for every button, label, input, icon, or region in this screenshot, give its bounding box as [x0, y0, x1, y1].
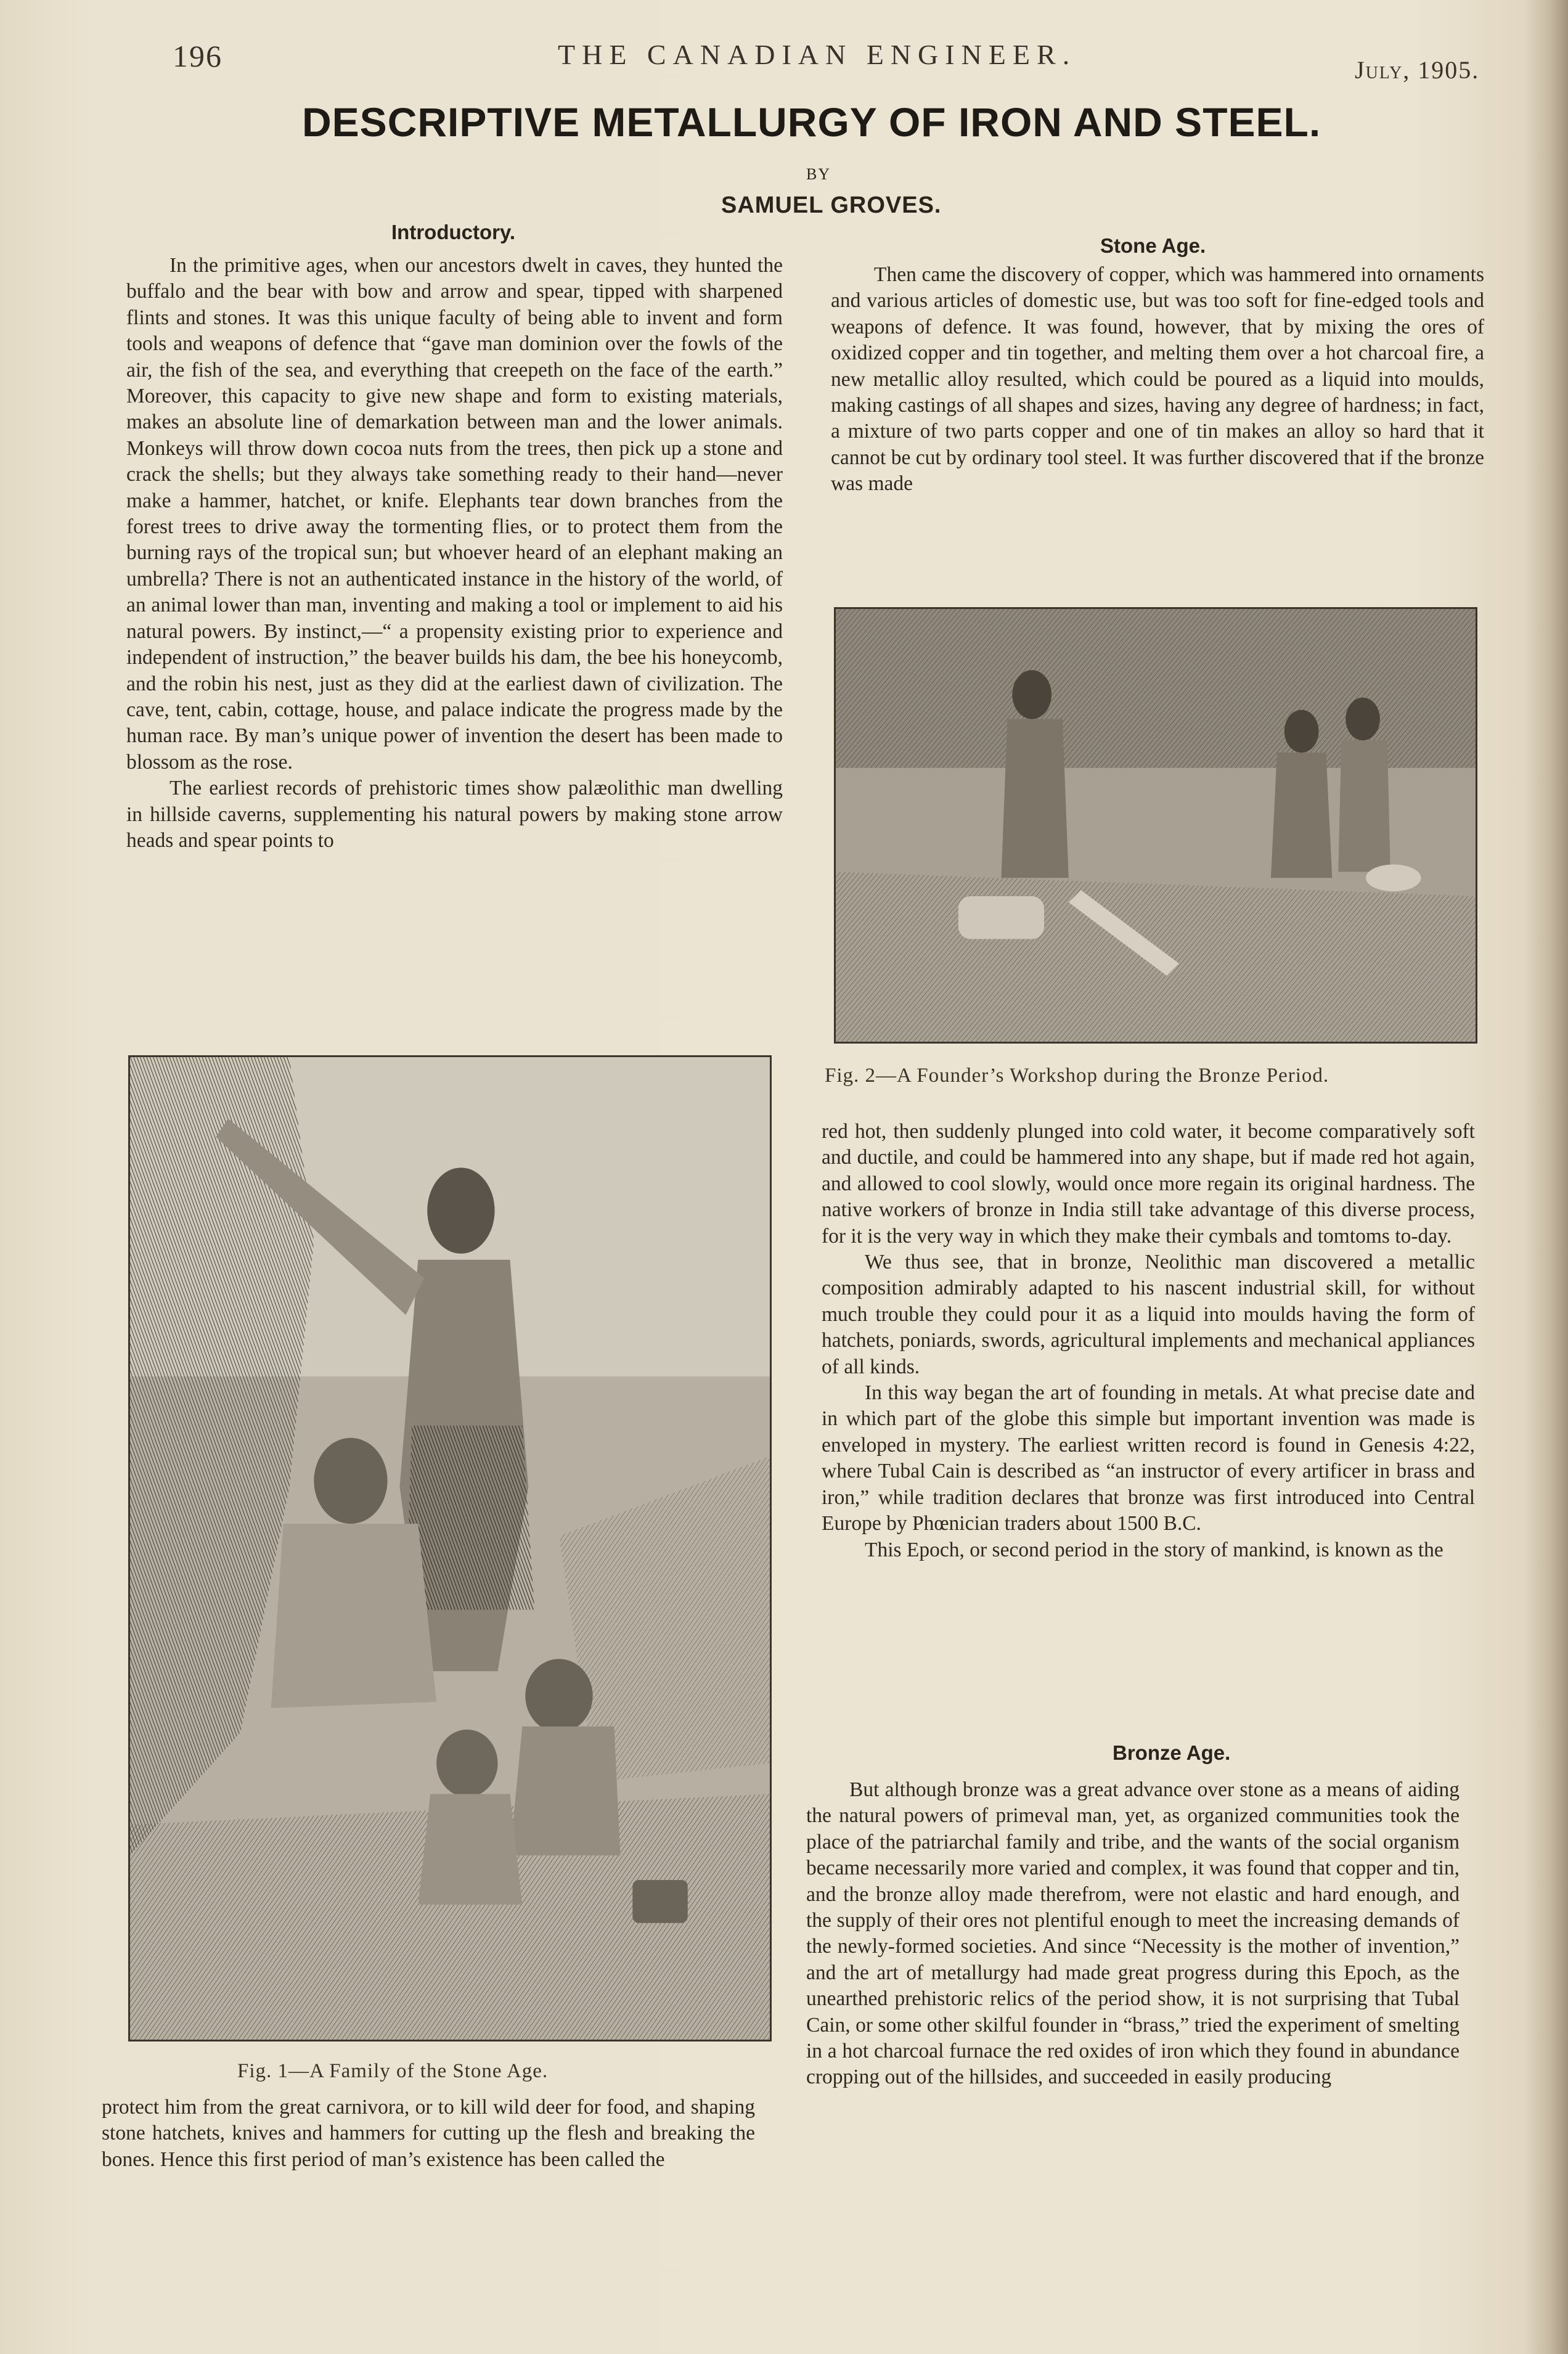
page-number: 196 [173, 39, 223, 73]
paragraph: protect him from the great carnivora, or to kill wild deer for food, and shaping stone hatchets, knives and hammers for cutting up the flesh and breaking the bones. Hence this first period of man’s existence has been called the [102, 2096, 755, 2171]
section-heading-introductory: Introductory. [391, 221, 516, 243]
byline-prefix: BY [806, 165, 831, 183]
section-heading-stone-age: Stone Age. [1100, 234, 1206, 257]
paragraph: This Epoch, or second period in the story of mankind, is known as the [865, 1538, 1443, 1561]
right-column-text [831, 262, 1484, 497]
page-spine-shadow [1525, 0, 1568, 2354]
right-column-after-figure [822, 1119, 1475, 1563]
paragraph: We thus see, that in bronze, Neolithic man discovered a metallic composition admirably adapted to his nascent industrial skill, for without much trouble they could pour it as a liquid into moulds having the form of hatchets, poniards, swords, agricultural implements and mechanical appliances of all kinds. [822, 1251, 1475, 1378]
paragraph: But although bronze was a great advance over stone as a means of aiding the natural powers of primeval man, yet, as organized communities took the place of the patriarchal family and tribe, and the wants of the social organism became necessarily more varied and complex, it was found that copper and tin, and the bronze alloy made therefrom, were not elastic and hard enough, and the supply of their ores not plentiful enough to meet the increasing demands of the newly-formed societies. And since “Necessity is the mother of invention,” and the art of metallurgy had made great progress during this Epoch, as the unearthed prehistoric relics of the period show, it is not surprising that Tubal Cain, or some other skilful founder in “brass,” tried the experiment of smelting in a hot charcoal furnace the red oxides of iron which they found in abundance cropping out of the hillsides, and succeeded in easily producing [806, 1778, 1460, 2089]
paragraph: Then came the discovery of copper, which was hammered into ornaments and various articles of domestic use, but was too soft for fine-edged tools and weapons of defence. It was found, however, that by mixing the ores of oxidized copper and tin together, and melting them over a hot charcoal fire, a new metallic alloy resulted, which could be poured as a liquid into moulds, making castings of all shapes and sizes, having any degree of hardness; in fact, a mixture of two parts copper and one of tin makes an alloy so hard that it cannot be cut by ordinary tool steel. It was further discovered that if the bronze was made [831, 263, 1484, 496]
right-column-bronze-text [806, 1777, 1460, 2091]
journal-title: THE CANADIAN ENGINEER. [558, 39, 1077, 70]
paragraph: In the primitive ages, when our ancestors dwelt in caves, they hunted the buffalo and the bear with bow and arrow and spear, tipped with sharpened flints and stones. It was this unique faculty of being able to invent and form tools and weapons of defence that “gave man dominion over the fowls of the air, the fish of the sea, and everything that creepeth on the face of the earth.” Moreover, this capacity to give new shape and form to existing materials, makes an absolute line of demarkation between man and the lower animals. Monkeys will throw down cocoa nuts from the trees, then pick up a stone and crack the shells; but they always take something ready to their hand—never make a hammer, hatchet, or knife. Elephants tear down branches from the forest trees to drive away the tormenting flies, or to protect them from the burning rays of the tropical sun; but whoever heard of an elephant making an umbrella? There is not an authenticated instance in the history of the world, of an animal lower than man, inventing and making a tool or implement to aid his natural powers. By instinct,—“ a propensity existing prior to experience and independent of instruction,” the beaver builds his dam, the bee his honeycomb, and the robin his nest, just as they did at the earliest dawn of civilization. The cave, tent, cabin, cottage, house, and palace indicate the progress made by the human race. By man’s unique power of invention the desert has been made to blossom as the rose. [126, 254, 783, 774]
figure-1-caption: Fig. 1—A Family of the Stone Age. [237, 2060, 549, 2082]
left-column-continuation [102, 2094, 755, 2173]
section-heading-bronze-age: Bronze Age. [1113, 1741, 1231, 1764]
paragraph: The earliest records of prehistoric times show palæolithic man dwelling in hillside caverns, supplementing his natural powers by making stone arrow heads and spear points to [126, 777, 783, 852]
figure-1-illustration [128, 1055, 772, 2041]
figure-2-caption: Fig. 2—A Founder’s Workshop during the Bronze Period. [825, 1065, 1329, 1087]
article-title: DESCRIPTIVE METALLURGY OF IRON AND STEEL. [302, 99, 1321, 145]
issue-date: July, 1905. [1355, 56, 1480, 84]
left-column-text [126, 253, 783, 854]
article-author: SAMUEL GROVES. [721, 192, 942, 218]
paragraph: red hot, then suddenly plunged into cold water, it become comparatively soft and ductile, and could be hammered into any shape, but if made red hot again, and allowed to cool slowly, would once more regain its original hardness. The native workers of bronze in India still take advantage of this diverse process, for it is the very way in which they make their cymbals and tomtoms to-day. [822, 1120, 1475, 1248]
paragraph: In this way began the art of founding in metals. At what precise date and in which part of the globe this simple but important invention was made is enveloped in mystery. The earliest written record is found in Genesis 4:22, where Tubal Cain is described as “an instructor of every artificer in brass and iron,” while tradition declares that bronze was first introduced into Central Europe by Phœnician traders about 1500 B.C. [822, 1381, 1475, 1535]
figure-2-illustration [834, 607, 1477, 1044]
